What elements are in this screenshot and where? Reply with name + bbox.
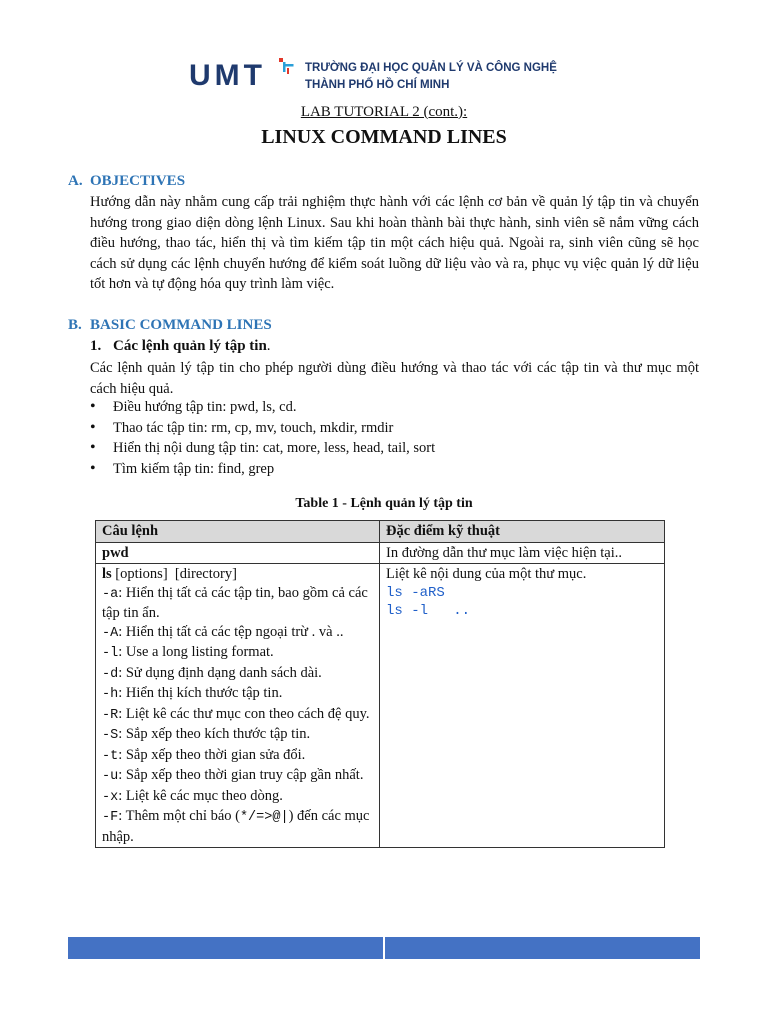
file-commands-paragraph: Các lệnh quản lý tập tin cho phép người dùng điều hướng và thao tác với các tập tin và thư mục một cách hiệu quả. xyxy=(90,360,699,397)
table-row xyxy=(96,564,665,848)
section-a-heading xyxy=(68,173,185,190)
footer-bar xyxy=(68,937,700,959)
section-b-heading xyxy=(68,317,272,334)
option-line xyxy=(102,584,373,623)
footer-divider xyxy=(383,937,385,959)
page-title: LINUX COMMAND LINES xyxy=(261,126,507,148)
subsection-number: 1. xyxy=(90,338,102,354)
option-flag: -S xyxy=(102,728,119,743)
file-command-table xyxy=(95,520,665,848)
school-name xyxy=(305,60,557,94)
option-text: : Sử dụng định dạng danh sách dài. xyxy=(118,664,322,681)
option-text: : Liệt kê các mục theo dòng. xyxy=(118,787,283,804)
option-flag: -u xyxy=(102,769,119,784)
subsection-period: . xyxy=(266,338,271,354)
example-command: ls -l .. xyxy=(386,603,471,619)
option-line xyxy=(102,766,373,787)
option-text: : Liệt kê các thư mục con theo cách đệ quy. xyxy=(118,705,370,722)
option-text: : Hiển thị tất cả các tập tin, bao gồm cả các tập tin ẩn. xyxy=(102,584,368,621)
list-item: • Hiển thị nội dung tập tin: cat, more, less, head, tail, sort xyxy=(90,438,435,459)
column-header-spec: Đặc điểm kỹ thuật xyxy=(380,521,665,543)
objectives-paragraph: Hướng dẫn này nhằm cung cấp trải nghiệm thực hành với các lệnh cơ bản về quản lý tập tin và chuyển hướng trong giao diện dòng lệnh Linux. Sau khi hoàn thành bài thực hành, sinh viên sẽ nắm vững cách điều hướng, thao tác, hiển thị và tìm kiếm tập tin một cách hiệu quả. Ngoài ra, sinh viên cũng sẽ học cách sử dụng các lệnh chuyển hướng để kiểm soát luồng dữ liệu vào và ra, phục vụ việc quản lý dữ liệu tốt hơn và tự động hóa quy trình làm việc. xyxy=(90,194,699,292)
section-a-letter: A. xyxy=(68,173,83,189)
column-header-command: Câu lệnh xyxy=(96,521,380,543)
command-cell: pwd xyxy=(96,542,380,564)
option-line xyxy=(102,787,373,808)
option-flag: -F xyxy=(102,810,119,825)
option-text: ) đến các mục nhập. xyxy=(102,808,370,845)
subsection-title: Các lệnh quản lý tập tin xyxy=(113,338,267,354)
command-syntax xyxy=(102,565,373,584)
lab-subtitle: LAB TUTORIAL 2 (cont.): xyxy=(300,104,468,120)
option-text: : Hiển thị kích thước tập tin. xyxy=(118,685,283,701)
description-text: Liệt kê nội dung của một thư mục. xyxy=(386,566,587,582)
section-b-title: BASIC COMMAND LINES xyxy=(90,317,272,333)
command-args: [options] [directory] xyxy=(111,566,237,582)
option-text: : Thêm một chỉ báo ( xyxy=(118,808,240,824)
logo-cross-icon xyxy=(277,58,295,76)
option-line xyxy=(102,623,373,644)
option-text: : Sắp xếp theo thời gian truy cập gần nhất. xyxy=(118,767,364,783)
school-name-line1: TRƯỜNG ĐẠI HỌC QUẢN LÝ VÀ CÔNG NGHỆ xyxy=(305,62,557,74)
table-row xyxy=(96,542,665,564)
option-flag: -d xyxy=(102,666,119,682)
option-flag: -x xyxy=(102,789,119,805)
option-line xyxy=(102,684,373,705)
option-line xyxy=(102,746,373,767)
description-cell xyxy=(380,564,665,848)
school-name-line2: THÀNH PHỐ HỒ CHÍ MINH xyxy=(305,79,450,91)
table-caption: Table 1 - Lệnh quản lý tập tin xyxy=(295,496,473,511)
table-header-row xyxy=(96,521,665,543)
university-logo xyxy=(189,56,589,100)
option-flag: -R xyxy=(102,707,119,723)
option-line xyxy=(102,807,373,846)
section-b-letter: B. xyxy=(68,317,82,333)
command-category-list xyxy=(90,397,435,479)
description-cell: In đường dẫn thư mục làm việc hiện tại.. xyxy=(380,542,665,564)
example-command: ls -aRS xyxy=(386,584,445,601)
option-line xyxy=(102,664,373,685)
option-indicator-code: */=>@| xyxy=(239,810,289,825)
option-flag: -a xyxy=(102,586,119,602)
option-flag: -A xyxy=(102,625,119,641)
list-item: • Điều hướng tập tin: pwd, ls, cd. xyxy=(90,397,435,418)
option-flag: -l xyxy=(102,646,119,661)
list-item: • Thao tác tập tin: rm, cp, mv, touch, mkdir, rmdir xyxy=(90,418,435,439)
option-text: : Use a long listing format. xyxy=(118,644,274,660)
command-name: ls xyxy=(102,566,112,582)
option-text: : Hiển thị tất cả các tệp ngoại trừ . và .. xyxy=(118,623,344,640)
option-line xyxy=(102,705,373,726)
subsection-heading xyxy=(90,338,271,355)
option-text: : Sắp xếp theo thời gian sửa đổi. xyxy=(118,746,306,763)
option-line xyxy=(102,643,373,664)
section-a-title: OBJECTIVES xyxy=(90,173,186,189)
option-flag: -h xyxy=(102,687,119,702)
option-text: : Sắp xếp theo kích thước tập tin. xyxy=(118,726,311,742)
option-flag: -t xyxy=(102,748,119,764)
list-item: • Tìm kiếm tập tin: find, grep xyxy=(90,459,435,480)
option-line xyxy=(102,725,373,746)
logo-wordmark: UMT xyxy=(189,59,266,92)
command-cell xyxy=(96,564,380,848)
